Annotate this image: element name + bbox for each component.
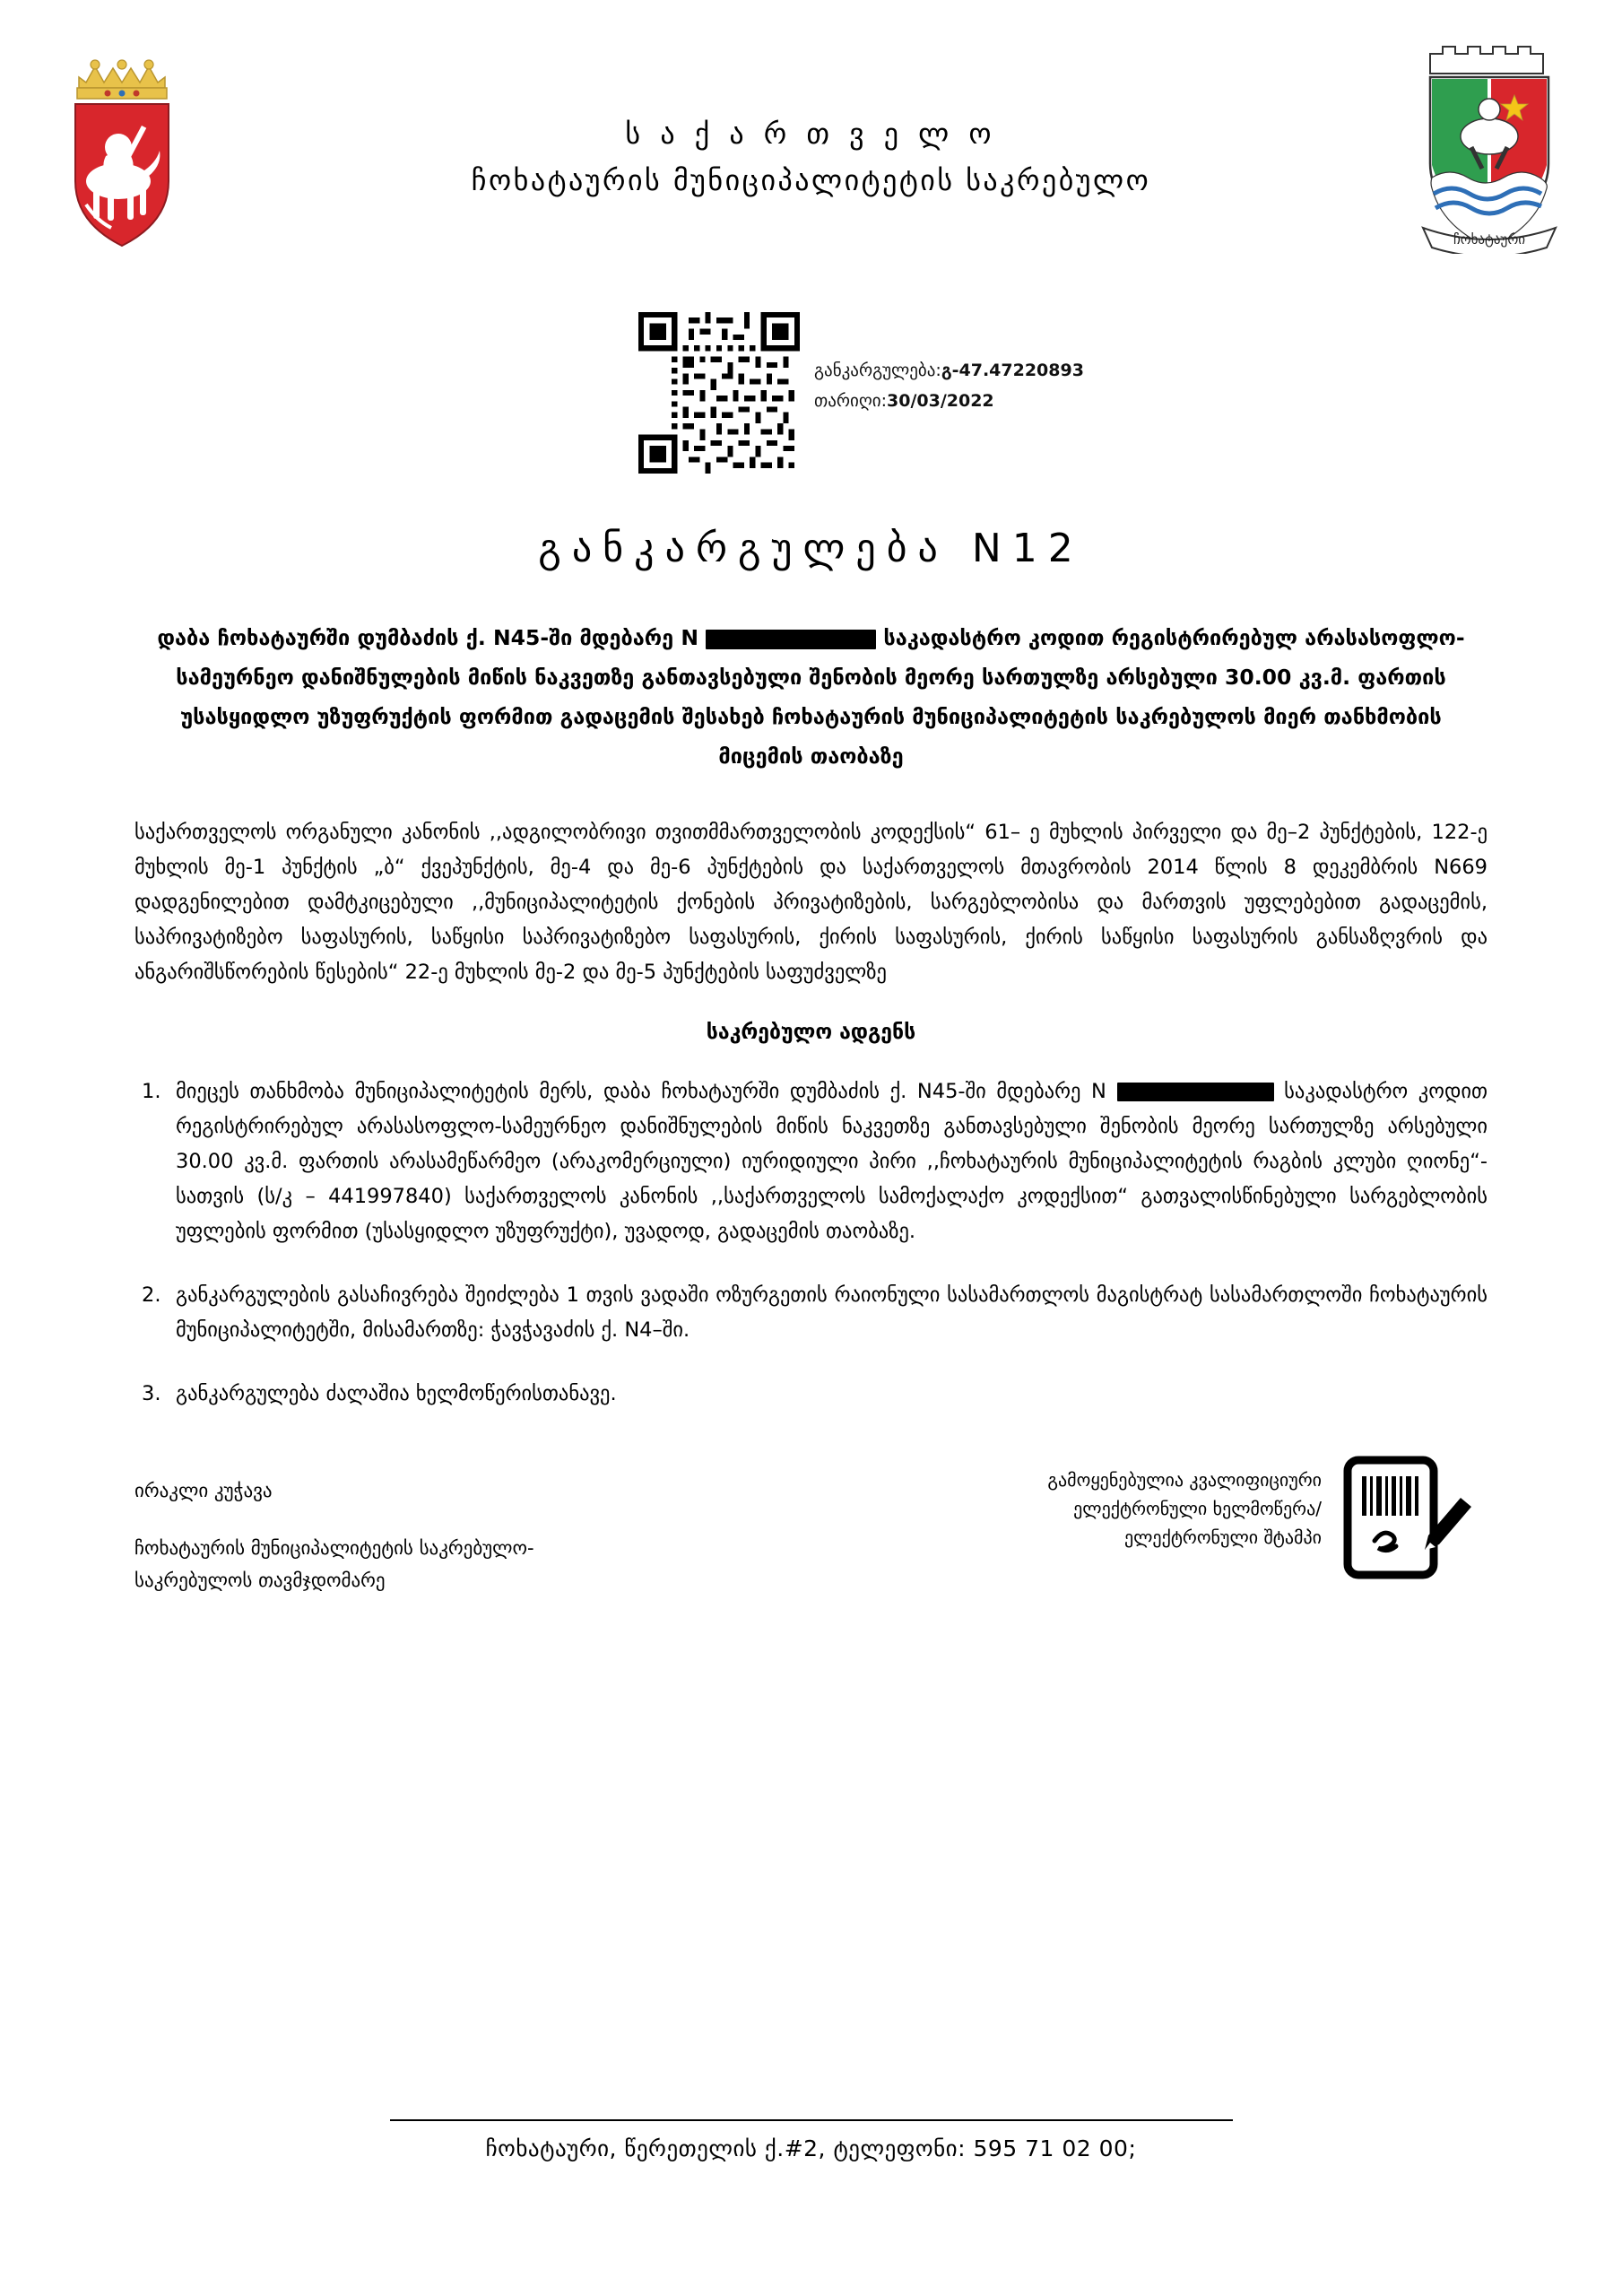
item-text-part1: განკარგულების გასაჩივრება შეიძლება 1 თვის ვადაში ოზურგეთის რაიონული სასამართლოს მაგისტრატ სასამართლოში ჩოხატაურის მუნიციპალიტეტში, მისამართზე: ჭავჭავაძის ქ. N4–ში. [176, 1283, 1488, 1342]
resolution-items [134, 1074, 1488, 1412]
document-meta [814, 355, 1084, 416]
redacted-cadastral-code [1117, 1083, 1274, 1101]
esignature-note-line2: ელექტრონული ხელმოწერა/ [1073, 1498, 1322, 1519]
emblem-caption: ჩოხატაური [1453, 231, 1526, 248]
document-date-label: თარიღი: [814, 391, 887, 411]
qr-code-icon [638, 312, 800, 474]
country-title: ს ა ქ ა რ თ ვ ე ლ ო [625, 117, 997, 151]
redacted-cadastral-code [706, 630, 876, 649]
subject-text-part2: საკადასტრო კოდით რეგისტრირებულ არასასოფლო-სამეურნეო დანიშნულების მიწის ნაკვეთზე განთავსებული შენობის მეორე სართულზე არსებული 30.00 კვ.მ. ფართის უსასყიდლო უზუფრუქტის ფორმით გადაცემის შესახებ ჩოხატაურის მუნიციპალიტეტის საკრებულოს მიერ თანხმობის მიცემის თაობაზე [176, 625, 1465, 769]
resolution-heading: საკრებულო ადგენს [706, 1021, 916, 1044]
item-number: 1. [142, 1080, 161, 1103]
document-body [0, 618, 1622, 1618]
item-text-part2: საკადასტრო კოდით რეგისტრირებულ არასასოფლო-სამეურნეო დანიშნულების მიწის ნაკვეთზე განთავსებული შენობის მეორე სართულზე არსებული 30.00 კვ.მ. ფართის არასამეწარმეო (არაკომერციული) იურიდიული პირი ,,ჩოხატაურის მუნიციპალიტეტის რაგბის კლუბი ღიონე“-სათვის (ს/კ – 441997840) საქართველოს კანონის ,,საქართველოს სამოქალაქო კოდექსით“ გათვალისწინებული სარგებლობის უფლების ფორმით (უსასყიდლო უზუფრუქტი), უვადოდ, გადაცემის თაობაზე. [176, 1080, 1488, 1243]
esignature-note [1026, 1465, 1322, 1552]
document-id-value: გ-47.47220893 [941, 361, 1084, 380]
list-item [134, 1074, 1488, 1249]
item-text-part1: განკარგულება ძალაშია ხელმოწერისთანავე. [176, 1382, 617, 1405]
subject-text-part1: დაბა ჩოხატაურში დუმბაძის ქ. N45-ში მდებარე N [157, 625, 698, 650]
council-title: ჩოხატაურის მუნიციპალიტეტის საკრებულო [471, 163, 1151, 197]
signer-block [134, 1474, 534, 1596]
document-subject [152, 618, 1470, 776]
item-number: 2. [142, 1283, 161, 1307]
signer-name: ირაკლი კუჭავა [134, 1480, 273, 1501]
signer-position-line2: საკრებულოს თავმჯდომარე [134, 1570, 386, 1591]
list-item [134, 1278, 1488, 1348]
item-number: 3. [142, 1382, 161, 1405]
esignature-note-line3: ელექტრონული შტამპი [1123, 1526, 1322, 1548]
signer-position-line1: ჩოხატაურის მუნიციპალიტეტის საკრებულო- [134, 1537, 534, 1559]
signature-area [134, 1465, 1488, 1618]
document-header [0, 0, 1622, 296]
item-text-part1: მიეცეს თანხმობა მუნიციპალიტეტის მერს, დაბა ჩოხატაურში დუმბაძის ქ. N45-ში მდებარე N [176, 1080, 1106, 1103]
document-date-line [814, 386, 1084, 416]
page-title: განკარგულება N12 [538, 526, 1084, 571]
document-footer [0, 2119, 1622, 2161]
qr-block [0, 312, 1622, 483]
esignature-note-line1: გამოყენებულია კვალიფიციური [1047, 1469, 1322, 1491]
footer-divider [390, 2119, 1233, 2121]
list-item [134, 1377, 1488, 1412]
document-id-line [814, 355, 1084, 386]
document-date-value: 30/03/2022 [887, 391, 994, 411]
e-signature-stamp-icon [1335, 1449, 1479, 1584]
footer-address: ჩოხატაური, წერეთელის ქ.#2, ტელეფონი: 595 71 02 00; [485, 2135, 1137, 2161]
document-id-label: განკარგულება: [814, 361, 941, 380]
legal-basis-paragraph: საქართველოს ორგანული კანონის ,,ადგილობრივი თვითმმართველობის კოდექსის“ 61– ე მუხლის პირველი და მე–2 პუნქტების, 122-ე მუხლის მე-1 პუნქტის „ბ“ ქვეპუნქტის, მე-4 და მე-6 პუნქტების და საქართველოს მთავრობის 2014 წლის 8 დეკემბრის N669 დადგენილებით დამტკიცებული ,,მუნიციპალიტეტის ქონების პრივატიზების, სარგებლობისა და მართვის უფლებებით გადაცემის, საპრივატიზებო საფასურის, საწყისი საპრივატიზებო საფასურის, ქირის საფასურის, ქირის საწყისი საფასურის განსაზღვრის და ანგარიშსწორების წესების“ 22-ე მუხლის მე-2 და მე-5 პუნქტების საფუძველზე [134, 821, 1488, 984]
